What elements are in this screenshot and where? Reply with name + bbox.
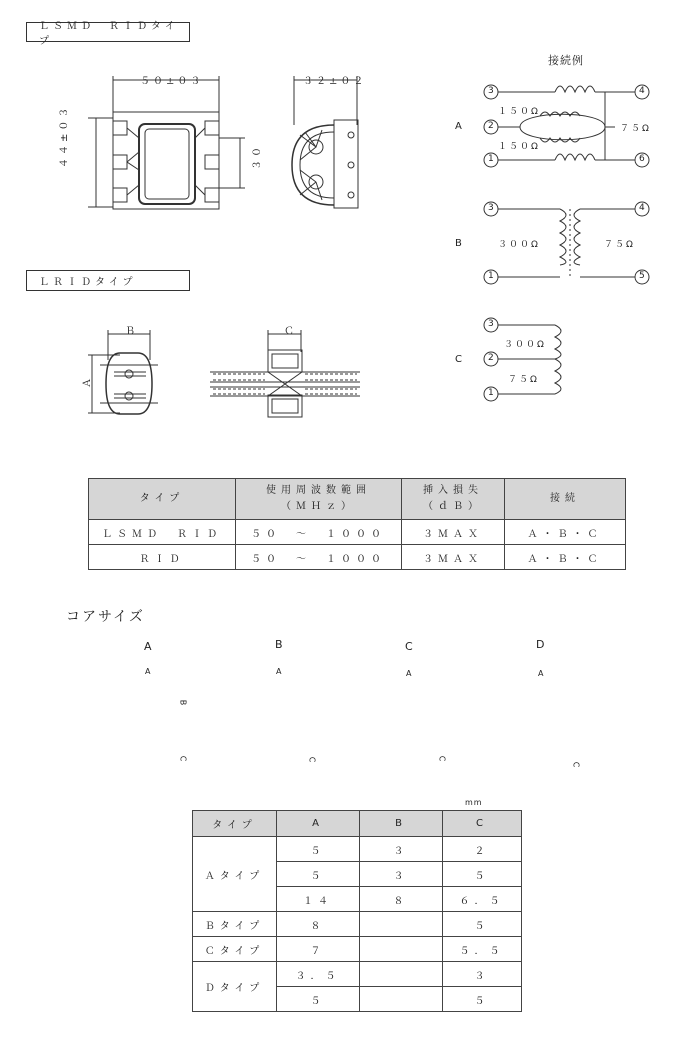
table-cell [360,912,443,937]
table-cell: ３ [360,862,443,887]
conn-c-r1: ３００Ω [504,340,546,350]
core-type-c-label: C [405,640,413,653]
core-c-dim-a: A [406,669,412,678]
table-cell: ６．５ [443,887,522,912]
spec-header-connection: 接続 [505,479,626,520]
core-group-a: Ａタイプ [193,837,277,912]
core-a-dim-c: C [178,755,188,762]
core-type-b-label: B [275,638,283,651]
table-cell: ５０ ～ １０００ [236,545,402,570]
dim-c-label: Ｃ [284,326,294,337]
conn-b-pin-3: 3 [488,203,494,213]
dim-width-label: ５０±０３ [140,76,204,87]
conn-a-pin-6: 6 [639,154,645,164]
conn-c-r2: ７５Ω [508,375,539,385]
core-b-dim-c: C [307,756,317,763]
table-cell: Ａ・Ｂ・Ｃ [505,520,626,545]
dim-depth-label: ３２±０２ [303,76,367,87]
spec-table [88,478,626,570]
table-cell [360,987,443,1012]
core-header-type: タイプ [193,811,277,837]
conn-c-pin-1: 1 [488,388,494,398]
table-cell: ５ [277,837,360,862]
core-d-dim-c: C [571,761,581,768]
table-cell: ７ [277,937,360,962]
table-row [193,962,522,987]
table-row [193,912,522,937]
table-cell: ３ [443,962,522,987]
connection-a-label: A [455,121,462,132]
connection-b-label: B [455,238,462,249]
spec-header-frequency-label: 使用周波数範囲 [266,485,371,496]
conn-b-pin-5: 5 [639,271,645,281]
spec-header-frequency [236,479,402,520]
core-header-c: C [443,811,522,837]
conn-b-r1: ３００Ω [498,240,540,250]
conn-a-r2: １５０Ω [498,142,540,152]
table-cell: １４ [277,887,360,912]
table-cell: ５ [443,987,522,1012]
core-header-b: B [360,811,443,837]
unit-label: mm [465,798,483,807]
table-row [89,545,626,570]
table-cell: ８ [277,912,360,937]
table-cell: ５０ ～ １０００ [236,520,402,545]
core-type-d-label: D [536,638,545,651]
spec-header-loss [402,479,505,520]
lrid-side-view-drawing [210,330,360,417]
conn-c-pin-3: 3 [488,319,494,329]
conn-a-pin-2: 2 [488,121,494,131]
table-cell: ２ [443,837,522,862]
table-cell: ５ [443,912,522,937]
dim-b-label: Ｂ [125,326,135,337]
lrid-front-view-drawing [88,330,158,414]
table-cell: ＬＳＭＤ ＲＩＤ [89,520,236,545]
core-group-d: Ｄタイプ [193,962,277,1012]
table-cell: ３．５ [277,962,360,987]
table-cell [360,962,443,987]
core-a-dim-a: A [145,667,151,676]
conn-b-pin-4: 4 [639,203,645,213]
lsmd-side-view-drawing [292,76,358,208]
table-cell: ３ [360,837,443,862]
core-d-dim-a: A [538,669,544,678]
table-row [193,937,522,962]
spec-header-type: タイプ [89,479,236,520]
core-b-dim-a: A [276,667,282,676]
lsmd-type-title: ＬＳＭＤ ＲＩＤタイプ [26,22,190,42]
conn-a-pin-3: 3 [488,86,494,96]
lrid-type-title: ＬＲＩＤタイプ [26,270,190,291]
conn-a-pin-1: 1 [488,154,494,164]
conn-a-r1: １５０Ω [498,107,540,117]
core-size-table [192,810,522,1012]
spec-header-loss-label: 挿入損失 [423,485,483,496]
conn-c-pin-2: 2 [488,353,494,363]
core-type-a-label: A [144,640,152,653]
table-row [89,520,626,545]
conn-a-r3: ７５Ω [620,124,651,134]
table-cell: Ａ・Ｂ・Ｃ [505,545,626,570]
connection-c-label: C [455,354,462,365]
core-table-header-row [193,811,522,837]
table-row [193,837,522,862]
core-a-dim-b: B [178,699,188,706]
lsmd-top-view-drawing [88,76,245,209]
conn-b-r2: ７５Ω [604,240,635,250]
table-cell: ＲＩＤ [89,545,236,570]
table-cell: ５ [277,987,360,1012]
core-c-dim-c: C [437,755,447,762]
core-size-title: コアサイズ [66,609,145,625]
table-cell: ３ＭＡＸ [402,520,505,545]
table-cell: ５ [277,862,360,887]
core-header-a: A [277,811,360,837]
conn-a-pin-4: 4 [639,86,645,96]
core-group-b: Ｂタイプ [193,912,277,937]
table-cell [360,937,443,962]
table-cell: ８ [360,887,443,912]
conn-b-pin-1: 1 [488,271,494,281]
dim-a-label: Ａ [82,378,93,388]
connection-example-title: 接続例 [548,54,584,67]
table-cell: ５ [443,862,522,887]
dim-height-label: ４４±０３ [59,104,70,168]
dim-inner-label: ３０ [252,144,263,170]
spec-header-loss-unit: （ｄＢ） [423,501,483,512]
table-cell: ３ＭＡＸ [402,545,505,570]
core-group-c: Ｃタイプ [193,937,277,962]
table-cell: ５．５ [443,937,522,962]
connection-c-schematic [484,318,561,401]
spec-header-frequency-unit: （ＭＨｚ） [281,501,356,512]
spec-table-header-row [89,479,626,520]
